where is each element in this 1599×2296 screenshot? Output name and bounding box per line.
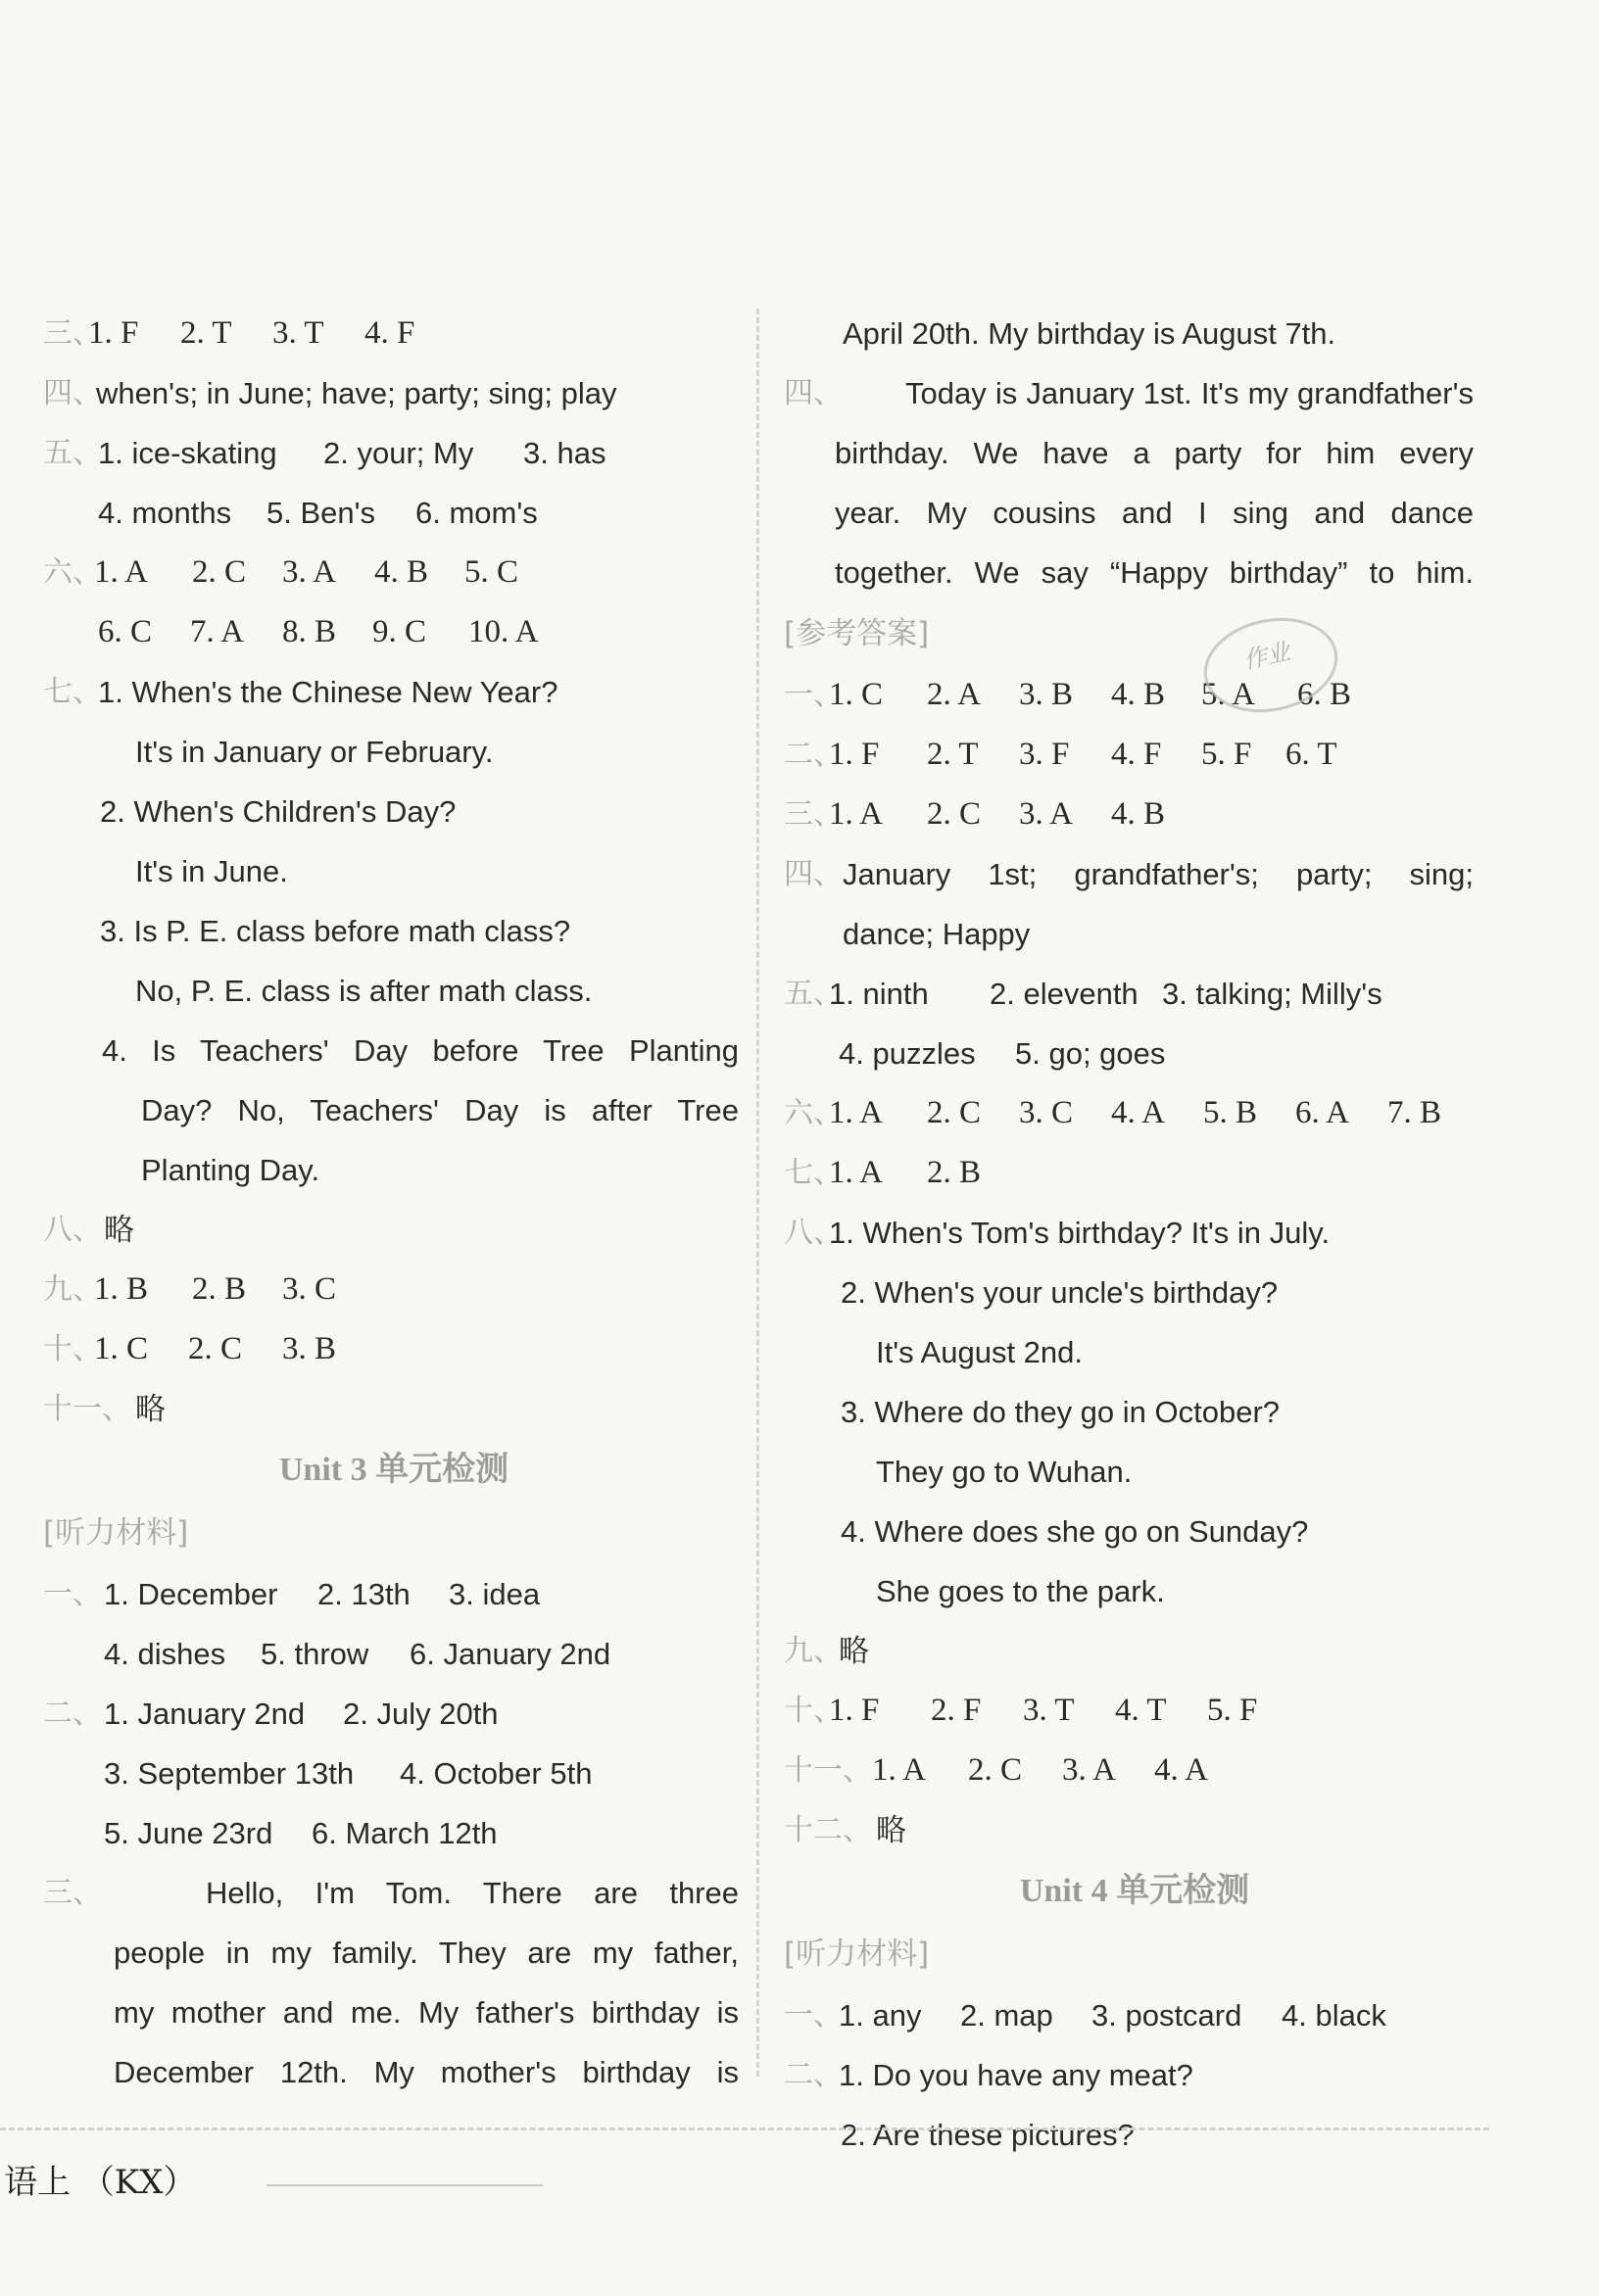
passage-line: Today is January 1st. It's my grandfather's: [905, 376, 1474, 410]
answer-row: [784, 1800, 1485, 1860]
answer-item: 5. B: [1203, 1095, 1258, 1130]
answer-text: Day? No, Teachers' Day is after Tree: [141, 1093, 739, 1127]
answer-item: 2. C: [927, 1095, 982, 1130]
answer-item: 1. F: [88, 315, 139, 351]
answer-row: [43, 602, 745, 662]
answer-item: 5. A: [1201, 677, 1256, 712]
answer-item: 1. any: [839, 1998, 922, 2033]
section-marker: 四、: [784, 857, 843, 891]
section-marker: 八、: [43, 1213, 102, 1247]
answer-item: 2. B: [192, 1271, 247, 1307]
answer-row: [43, 1624, 745, 1684]
answer-item: 3. postcard: [1091, 1998, 1242, 2033]
answer-item: 1. ice-skating: [98, 436, 277, 470]
answer-item: 4. B: [1111, 796, 1166, 832]
answer-text: 4. Where does she go on Sunday?: [841, 1514, 1309, 1549]
answer-item: 3. T: [272, 315, 324, 351]
answer-item: 4. dishes: [104, 1637, 226, 1671]
answer-item: 3. A: [1062, 1752, 1117, 1788]
answer-row: [43, 782, 745, 841]
answer-text: 2. When's your uncle's birthday?: [841, 1275, 1279, 1310]
answer-item: 1. C: [94, 1331, 149, 1366]
answer-item: 1. December: [104, 1577, 278, 1611]
answer-row: [784, 1502, 1485, 1561]
passage-line: year. My cousins and I sing and dance: [835, 496, 1474, 530]
answer-item: 3. C: [282, 1271, 337, 1307]
answer-item: 1. A: [94, 554, 149, 590]
answer-text: It's in June.: [135, 854, 288, 888]
answer-text: It's in January or February.: [135, 735, 494, 769]
answer-item: 6. B: [1297, 677, 1352, 712]
answer-row: [43, 1260, 745, 1319]
listening-material-label: [听力材料]: [43, 1515, 189, 1551]
answer-item: 4. B: [374, 554, 429, 590]
answer-row: [784, 1382, 1485, 1442]
answer-item: 2. C: [188, 1331, 243, 1366]
passage-line: December 12th. My mother's birthday is: [114, 2055, 739, 2089]
answer-text: 略: [876, 1813, 906, 1847]
answer-text: She goes to the park.: [876, 1574, 1165, 1608]
section-marker: 二、: [784, 738, 843, 772]
answer-row: [43, 841, 745, 901]
answer-row: [43, 1379, 745, 1439]
section-marker: 九、: [784, 1634, 843, 1668]
answer-row: [784, 785, 1485, 844]
answer-item: 3. talking; Milly's: [1162, 977, 1382, 1011]
section-marker: 十、: [784, 1694, 843, 1728]
answer-item: 5. C: [464, 554, 519, 590]
passage-line: people in my family. They are my father,: [114, 1936, 739, 1970]
answer-text: 略: [135, 1392, 166, 1426]
answer-item: 8. B: [282, 614, 337, 649]
answer-row: [43, 423, 745, 483]
answer-text: 1. When's Tom's birthday? It's in July.: [829, 1216, 1331, 1250]
answer-row: [43, 1863, 745, 1923]
answer-text: 2. When's Children's Day?: [100, 794, 457, 829]
answer-row: [784, 1263, 1485, 1322]
answer-text: No, P. E. class is after math class.: [135, 974, 593, 1008]
answer-item: 3. C: [1019, 1095, 1074, 1130]
answer-item: 5. F: [1201, 737, 1252, 772]
answer-item: 4. puzzles: [839, 1036, 976, 1071]
answer-item: 2. map: [960, 1998, 1053, 2033]
answer-text: 略: [839, 1634, 869, 1668]
answer-item: 1. B: [94, 1271, 149, 1307]
answer-item: 3. B: [1019, 677, 1074, 712]
answer-row: [43, 483, 745, 543]
section-marker: 二、: [43, 1697, 102, 1731]
answer-item: 1. F: [829, 737, 880, 772]
column-divider: [756, 309, 759, 2077]
answer-item: 6. January 2nd: [410, 1637, 611, 1671]
answer-text: January 1st; grandfather's; party; sing;: [843, 857, 1474, 891]
answer-item: 5. throw: [261, 1637, 369, 1671]
section-marker: 一、: [784, 1998, 843, 2033]
answer-item: 4. A: [1111, 1095, 1166, 1130]
answer-item: 3. B: [282, 1331, 337, 1366]
answer-row: [43, 1983, 745, 2042]
unit-4-title: Unit 4 单元检测: [1019, 1873, 1250, 1909]
section-marker: 七、: [43, 675, 102, 709]
answer-row: [784, 665, 1485, 725]
footer-label: 语上 （KX）: [4, 2163, 197, 2202]
section-marker: 十一、: [43, 1392, 131, 1426]
answer-item: 4. T: [1115, 1693, 1167, 1728]
answer-row: [784, 1442, 1485, 1502]
answer-row: [43, 1803, 745, 1863]
answer-row: [784, 904, 1485, 964]
answer-item: 1. A: [829, 1095, 884, 1130]
answer-item: 2. your; My: [323, 436, 474, 470]
answer-row: [43, 1021, 745, 1080]
answer-item: 1. ninth: [829, 977, 929, 1011]
answer-row: [784, 2045, 1485, 2105]
section-marker: 三、: [43, 316, 102, 351]
answer-text: 1. When's the Chinese New Year?: [98, 675, 558, 709]
answer-item: 9. C: [372, 614, 427, 649]
answer-item: 4. black: [1282, 1998, 1386, 2033]
answer-item: 1. A: [872, 1752, 927, 1788]
right-column: [784, 304, 1485, 2165]
answer-row: [43, 363, 745, 423]
reference-answer-label: [参考答案]: [784, 616, 930, 651]
section-marker: 六、: [43, 555, 102, 590]
answer-item: 3. T: [1023, 1693, 1075, 1728]
section-marker: 五、: [43, 436, 102, 470]
answer-item: 6. March 12th: [312, 1816, 498, 1850]
answer-item: 1. F: [829, 1693, 880, 1728]
section-marker: 一、: [784, 678, 843, 712]
answer-item: 6. mom's: [415, 496, 538, 530]
answer-row: [784, 1143, 1485, 1203]
answer-row: [43, 901, 745, 961]
answer-row: [784, 483, 1485, 543]
answer-text: 略: [104, 1213, 134, 1247]
answer-text: They go to Wuhan.: [876, 1455, 1133, 1489]
answer-item: 3. September 13th: [104, 1756, 355, 1791]
answer-text: 4. Is Teachers' Day before Tree Planting: [102, 1033, 739, 1068]
answer-text: 1. Do you have any meat?: [839, 2058, 1193, 2092]
answer-item: 4. October 5th: [400, 1756, 593, 1791]
answer-row: [784, 1083, 1485, 1143]
answer-row: [43, 1684, 745, 1744]
footer-line: [266, 2184, 543, 2186]
section-marker: 七、: [784, 1156, 843, 1190]
answer-text: It's August 2nd.: [876, 1335, 1084, 1369]
answer-row: [784, 725, 1485, 785]
answer-item: 3. A: [1019, 796, 1074, 832]
section-marker: 九、: [43, 1272, 102, 1307]
answer-item: 3. F: [1019, 737, 1070, 772]
answer-row: [43, 1923, 745, 1983]
answer-row: [43, 1200, 745, 1260]
answer-row: [43, 961, 745, 1021]
answer-item: 4. F: [364, 315, 415, 351]
section-marker: 十、: [43, 1332, 102, 1366]
answer-row: [784, 363, 1485, 423]
answer-item: 2. F: [931, 1693, 982, 1728]
answer-item: 4. B: [1111, 677, 1166, 712]
answer-item: 6. T: [1285, 737, 1337, 772]
listening-material-label: [听力材料]: [784, 1937, 930, 1972]
answer-text: 3. Where do they go in October?: [841, 1395, 1281, 1429]
passage-line: birthday. We have a party for him every: [835, 436, 1474, 470]
answer-row: [784, 1561, 1485, 1621]
answer-row: [43, 1319, 745, 1379]
answer-item: 4. months: [98, 496, 232, 530]
answer-item: 4. F: [1111, 737, 1162, 772]
section-marker: 二、: [784, 2058, 843, 2092]
answer-row: [43, 304, 745, 363]
answer-row: [784, 1741, 1485, 1800]
answer-row: [784, 543, 1485, 602]
left-column: [43, 304, 745, 2102]
answer-item: 2. C: [927, 796, 982, 832]
answer-item: 7. B: [1387, 1095, 1442, 1130]
answer-item: 2. B: [927, 1155, 982, 1190]
section-marker: 四、: [784, 376, 843, 410]
answer-item: 1. January 2nd: [104, 1697, 306, 1731]
answer-item: 5. go; goes: [1015, 1036, 1166, 1071]
section-marker: 三、: [43, 1876, 102, 1910]
answer-text: 2. Are these pictures?: [841, 2118, 1135, 2152]
answer-row: [784, 304, 1485, 363]
answer-item: 5. Ben's: [266, 496, 376, 530]
passage-line: Hello, I'm Tom. There are three: [206, 1876, 739, 1910]
answer-item: 5. F: [1207, 1693, 1258, 1728]
section-marker: 六、: [784, 1096, 843, 1130]
answer-item: 2. eleventh: [990, 977, 1139, 1011]
answer-text: dance; Happy: [843, 917, 1031, 951]
section-marker: 五、: [784, 977, 843, 1011]
answer-text: 3. Is P. E. class before math class?: [100, 914, 571, 948]
answer-row: [43, 2042, 745, 2102]
answer-row: [43, 722, 745, 782]
answer-item: 2. C: [968, 1752, 1023, 1788]
section-marker: 十二、: [784, 1813, 872, 1847]
answer-item: 2. 13th: [317, 1577, 411, 1611]
section-marker: 三、: [784, 797, 843, 832]
answer-row: [784, 423, 1485, 483]
answer-item: 2. A: [927, 677, 982, 712]
section-marker: 一、: [43, 1577, 102, 1611]
passage-line: April 20th. My birthday is August 7th.: [843, 316, 1336, 351]
answer-item: 3. A: [282, 554, 337, 590]
answer-row: [43, 662, 745, 722]
answer-item: 1. A: [829, 796, 884, 832]
section-marker: 十一、: [784, 1753, 872, 1788]
answer-row: [784, 1621, 1485, 1681]
answer-row: [43, 543, 745, 602]
answer-item: 4. A: [1154, 1752, 1209, 1788]
answer-row: [43, 1080, 745, 1140]
answer-text: when's; in June; have; party; sing; play: [96, 376, 617, 410]
answer-item: 3. has: [523, 436, 606, 470]
stamp-text: 作业: [1240, 637, 1293, 675]
passage-line: together. We say “Happy birthday” to him.: [835, 555, 1474, 590]
answer-row: [784, 1203, 1485, 1263]
answer-row: [784, 844, 1485, 904]
answer-item: 10. A: [468, 614, 539, 649]
answer-row: [43, 1564, 745, 1624]
answer-item: 1. A: [829, 1155, 884, 1190]
answer-row: [784, 2105, 1485, 2165]
answer-item: 2. T: [927, 737, 979, 772]
answer-row: [784, 964, 1485, 1024]
answer-row: [784, 1024, 1485, 1083]
section-marker: 四、: [43, 376, 102, 410]
answer-item: 1. C: [829, 677, 884, 712]
footer-divider: [0, 2128, 1489, 2130]
answer-row: [784, 1322, 1485, 1382]
section-marker: 八、: [784, 1216, 843, 1250]
answer-item: 3. idea: [449, 1577, 541, 1611]
passage-line: my mother and me. My father's birthday is: [114, 1995, 739, 2030]
answer-item: 2. T: [180, 315, 232, 351]
answer-item: 2. C: [192, 554, 247, 590]
answer-item: 6. A: [1295, 1095, 1350, 1130]
answer-item: 7. A: [190, 614, 245, 649]
answer-item: 5. June 23rd: [104, 1816, 273, 1850]
answer-item: 2. July 20th: [343, 1697, 499, 1731]
answer-row: [43, 1140, 745, 1200]
answer-item: 6. C: [98, 614, 153, 649]
answer-row: [43, 1744, 745, 1803]
answer-row: [784, 1985, 1485, 2045]
unit-3-title: Unit 3 单元检测: [278, 1452, 509, 1488]
answer-text: Planting Day.: [141, 1153, 320, 1187]
answer-row: [784, 1681, 1485, 1741]
